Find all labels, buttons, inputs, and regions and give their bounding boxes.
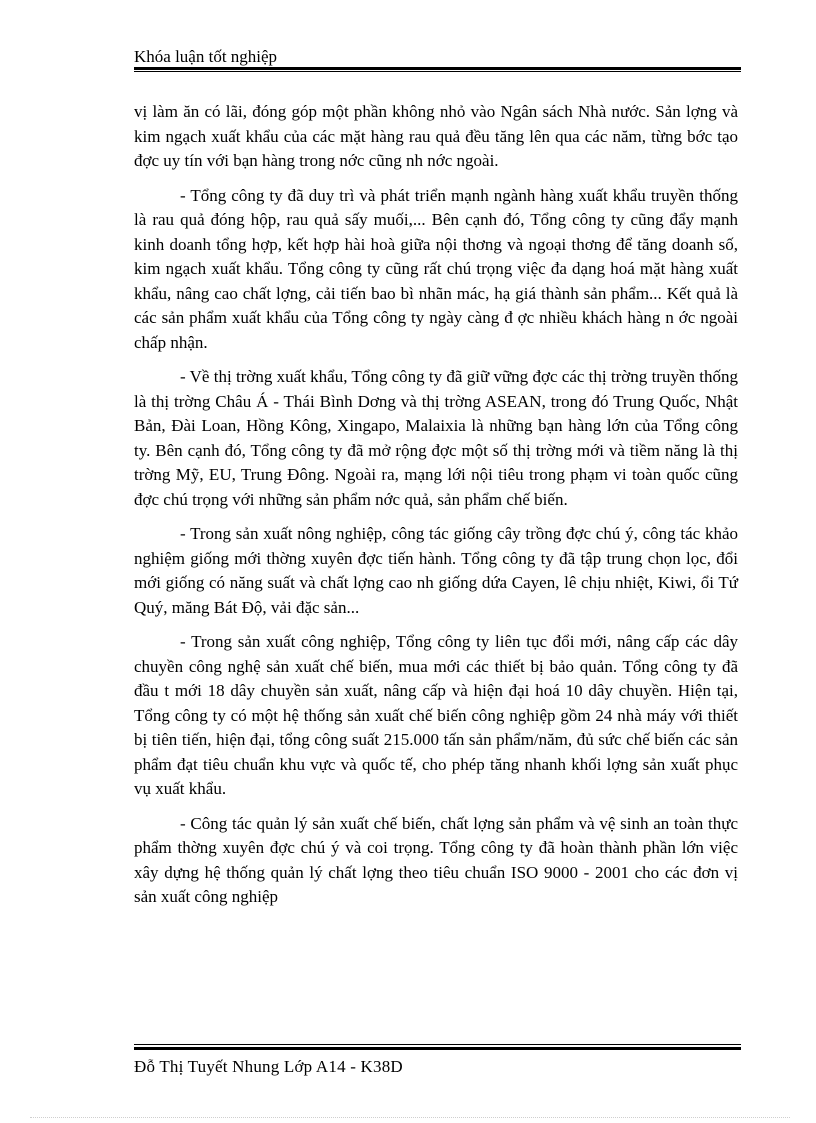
paragraph-5: - Trong sản xuất công nghiệp, Tổng công ty liên tục đổi mới, nâng cấp các dây chuyền công nghệ sản xuất chế biến, mua mới các thiết bị bảo quản. Tổng công ty đã đầu t mới 18 dây chuyền sản xuất, nâng cấp và hiện đại hoá 10 dây chuyền. Hiện tại, Tổng công ty có một hệ thống sản xuất chế biến công nghiệp gồm 24 nhà máy với thiết bị tiên tiến, hiện đại, tổng công suất 215.000 tấn sản phẩm/năm, đủ sức chế biến các sản phẩm đạt tiêu chuẩn khu vực và quốc tế, cho phép tăng nhanh khối lợng sản xuất phục vụ xuất khẩu. xyxy=(134,632,738,798)
paragraph-6: - Công tác quản lý sản xuất chế biến, chất lợng sản phẩm và vệ sinh an toàn thực phẩm thờng xuyên đợc chú ý và coi trọng. Tổng công ty đã hoàn thành phần lớn việc xây dựng hệ thống quản lý chất lợng theo tiêu chuẩn ISO 9000 - 2001 cho các đơn vị sản xuất công nghiệp xyxy=(134,813,738,906)
paragraph-1: vị làm ăn có lãi, đóng góp một phần không nhỏ vào Ngân sách Nhà nước. Sản lợng và kim ngạch xuất khẩu của các mặt hàng rau quả đều tăng lên qua các năm, từng bớc tạo đợc uy tín với bạn hàng trong nớc cũng nh nớc ngoài. xyxy=(134,102,738,170)
footer-rule-thin xyxy=(134,1044,741,1045)
page-bottom-divider xyxy=(30,1117,790,1118)
footer-rule-thick xyxy=(134,1047,741,1050)
header-rule-thick xyxy=(134,67,741,70)
footer-author: Đỗ Thị Tuyết Nhung Lớp A14 - K38D xyxy=(134,1057,403,1076)
paragraph-2: - Tổng công ty đã duy trì và phát triển mạnh ngành hàng xuất khẩu truyền thống là rau quả đóng hộp, rau quả sấy muối,... Bên cạnh đó, Tổng công ty cũng đẩy mạnh kinh doanh tổng hợp, kết hợp hài hoà giữa nội thơng và ngoại thơng để tăng doanh số, kim ngạch xuất khẩu. Tổng công ty cũng rất chú trọng việc đa dạng hoá mặt hàng xuất khẩu, nâng cao chất lợng, cải tiến bao bì nhãn mác, hạ giá thành sản phẩm... Kết quả là các sản phẩm xuất khẩu của Tổng công ty ngày càng đ ợc nhiều khách hàng n ớc ngoài chấp nhận. xyxy=(134,185,738,352)
header-rule-thin xyxy=(134,71,741,72)
paragraph-3: - Về thị trờng xuất khẩu, Tổng công ty đã giữ vững đợc các thị trờng truyền thống là thị trờng Châu Á - Thái Bình Dơng và thị trờng ASEAN, trong đó Trung Quốc, Nhật Bản, Đài Loan, Hồng Kông, Xingapo, Malaixia là những bạn hàng lớn của Tổng công ty. Bên cạnh đó, Tổng công ty đã mở rộng đợc một số thị trờng mới và tiềm năng là thị trờng Mỹ, EU, Trung Đông. Ngoài ra, mạng lới nội tiêu trong phạm vi toàn quốc cũng đợc chú trọng với những sản phẩm nớc quả, sản phẩm chế biến. xyxy=(134,367,738,509)
header-title: Khóa luận tốt nghiệp xyxy=(134,47,278,66)
body-text xyxy=(134,100,738,920)
paragraph-4: - Trong sản xuất nông nghiệp, công tác giống cây trồng đợc chú ý, công tác khảo nghiệm giống mới thờng xuyên đợc tiến hành. Tổng công ty đã tập trung chọn lọc, đổi mới giống có năng suất và chất lợng cao nh giống dứa Cayen, lê chịu nhiệt, Kiwi, ổi Tứ Quý, măng Bát Độ, vải đặc sản... xyxy=(134,524,738,617)
